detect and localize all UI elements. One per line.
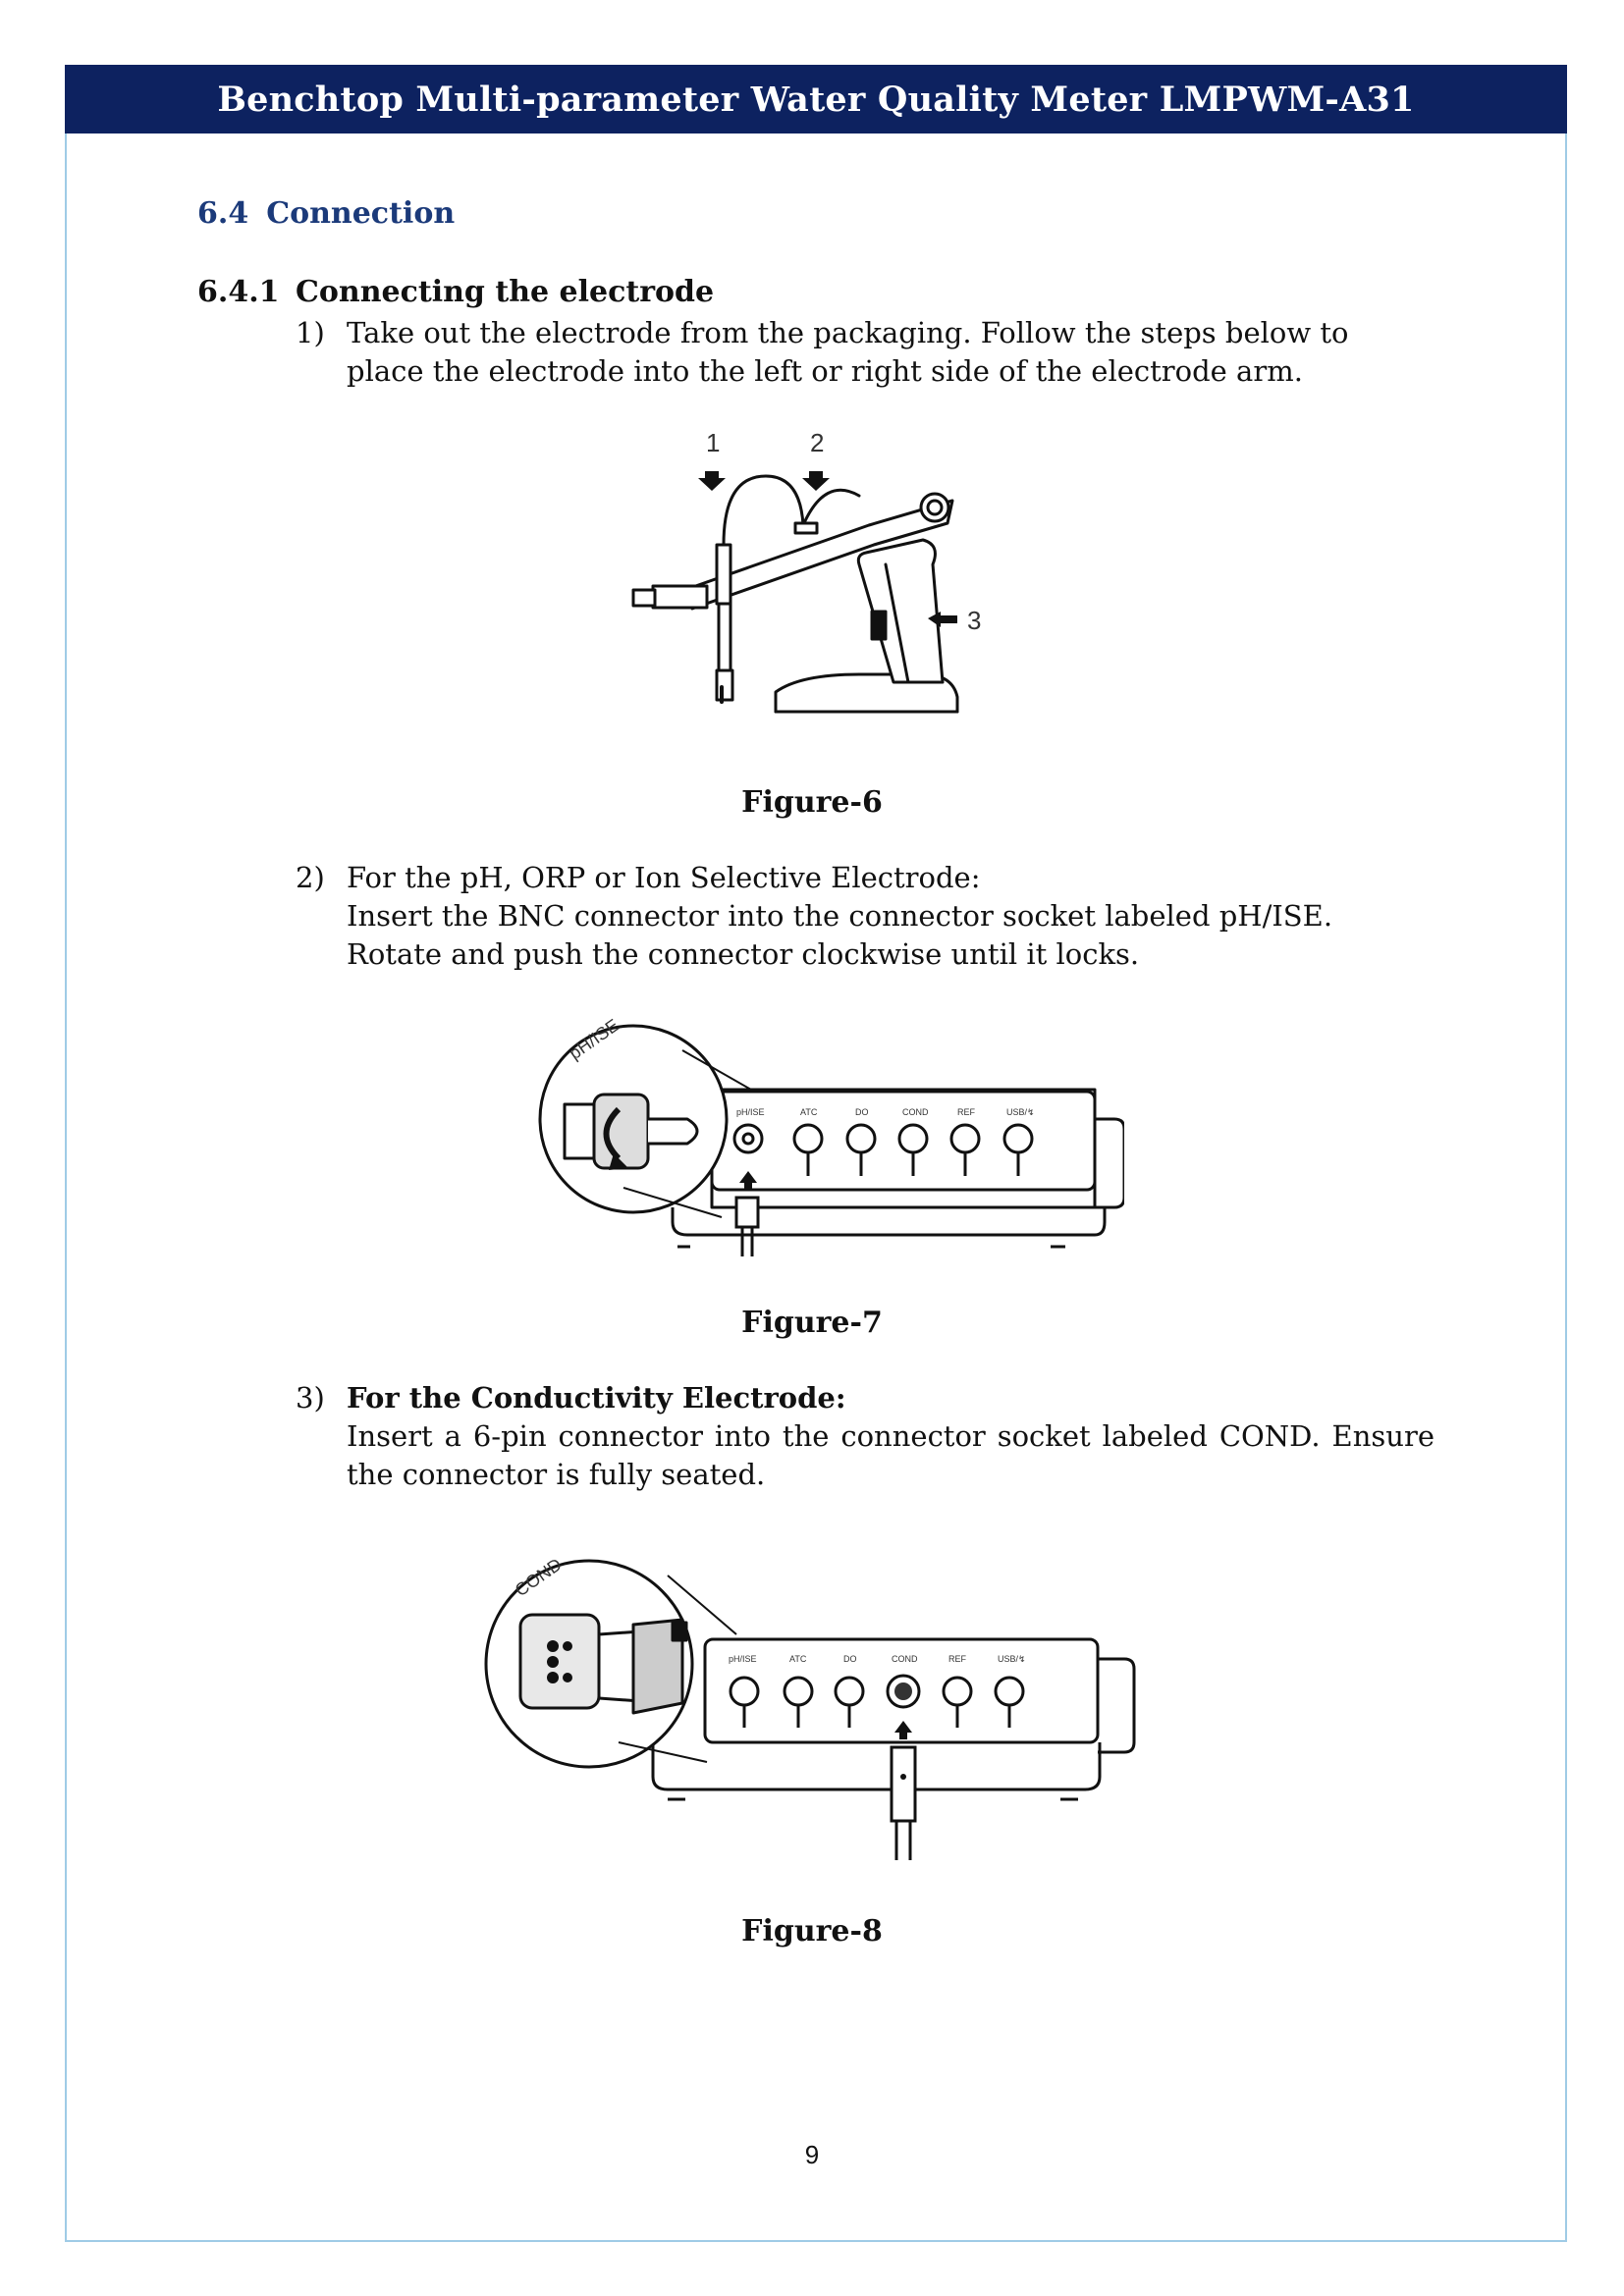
figure-6-caption: Figure-6 <box>741 785 883 820</box>
subsection-title: Connecting the electrode <box>296 275 715 309</box>
step-2-line1: For the pH, ORP or Ion Selective Electrode: <box>347 861 981 894</box>
figure-8-caption: Figure-8 <box>741 1914 883 1949</box>
step-1 <box>296 314 1435 391</box>
step-3 <box>296 1379 1435 1494</box>
figure-7-caption: Figure-7 <box>741 1306 883 1340</box>
header-title: Benchtop Multi-parameter Water Quality Meter LMPWM-A31 <box>217 79 1415 120</box>
socket-label-cond: COND <box>902 1107 929 1117</box>
callout-3: 3 <box>967 606 982 635</box>
socket-label-do: DO <box>855 1107 869 1117</box>
step-3-line1: For the Conductivity Electrode: <box>347 1381 846 1415</box>
socket-label-usb-2: USB/↯ <box>998 1654 1026 1664</box>
socket-label-usb: USB/↯ <box>1006 1107 1035 1117</box>
section-heading <box>197 196 455 231</box>
zoom-label-phise: pH/ISE <box>565 1015 623 1064</box>
section-number: 6.4 <box>197 196 249 231</box>
figure-7-illustration <box>515 1011 1124 1266</box>
socket-label-phise-2: pH/ISE <box>729 1654 757 1664</box>
subsection-number: 6.4.1 <box>197 275 280 309</box>
socket-label-ref-2: REF <box>948 1654 966 1664</box>
step-1-text: Take out the electrode from the packaging. Follow the steps below to place the electrode into the left or right side of the electrode arm. <box>347 316 1349 388</box>
page-number: 9 <box>804 2140 820 2169</box>
callout-1: 1 <box>706 428 721 457</box>
figure-6-illustration <box>628 417 1021 731</box>
section-title: Connection <box>266 196 456 231</box>
step-2 <box>296 859 1435 974</box>
step-3-line2: Insert a 6-pin connector into the connector socket labeled COND. Ensure the connector is fully seated. <box>347 1419 1435 1491</box>
socket-label-cond-2: COND <box>892 1654 918 1664</box>
socket-label-atc: ATC <box>800 1107 818 1117</box>
callout-2: 2 <box>810 428 825 457</box>
figure-8-illustration <box>471 1536 1178 1870</box>
header-banner <box>65 65 1567 133</box>
step-2-number: 2) <box>296 861 325 894</box>
socket-label-phise: pH/ISE <box>736 1107 765 1117</box>
zoom-label-cond: COND <box>511 1554 566 1601</box>
subsection-heading <box>197 275 714 309</box>
socket-label-do-2: DO <box>843 1654 857 1664</box>
step-3-number: 3) <box>296 1381 325 1415</box>
step-1-number: 1) <box>296 316 325 349</box>
socket-label-atc-2: ATC <box>789 1654 807 1664</box>
socket-label-ref: REF <box>957 1107 975 1117</box>
step-2-line2: Insert the BNC connector into the connector socket labeled pH/ISE. Rotate and push the connector clockwise until it locks. <box>347 899 1333 971</box>
